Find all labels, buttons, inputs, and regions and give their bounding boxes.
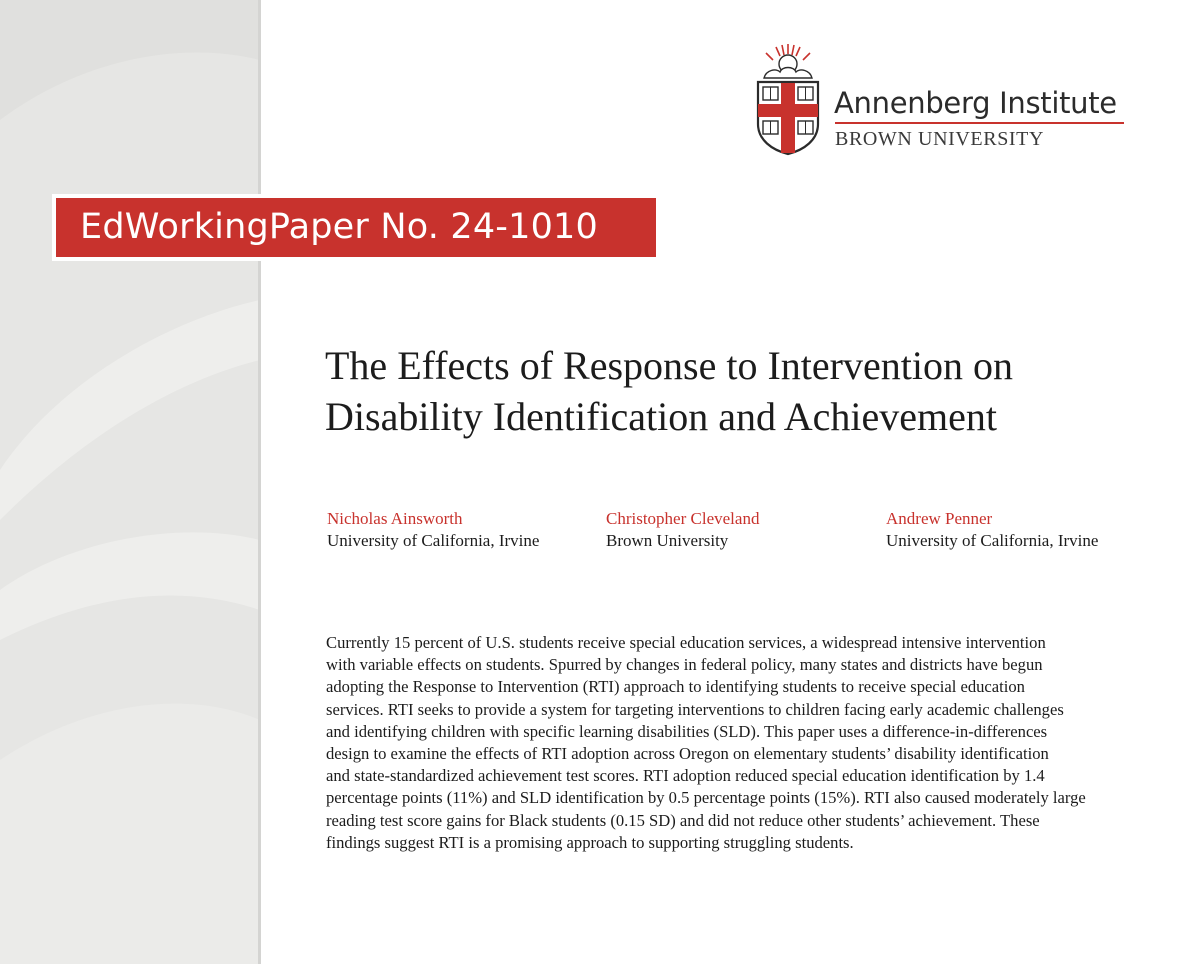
author-affiliation: University of California, Irvine	[327, 531, 540, 550]
abstract-line: findings suggest RTI is a promising approach to supporting struggling students.	[326, 832, 854, 852]
working-paper-banner	[52, 194, 660, 261]
university-name: BROWN UNIVERSITY	[835, 128, 1045, 150]
abstract-line: adopting the Response to Intervention (RTI) approach to identifying students to receive special education	[326, 677, 1025, 697]
paper-title	[325, 340, 1145, 442]
working-paper-number: EdWorkingPaper No. 24-1010	[80, 207, 598, 247]
brown-shield-icon	[752, 42, 824, 156]
working-paper-banner-fill	[56, 198, 656, 257]
title-line: The Effects of Response to Intervention on	[325, 343, 1013, 388]
abstract-line: percentage points (11%) and SLD identification by 0.5 percentage points (15%). RTI also caused moderately large	[326, 788, 1086, 808]
abstract-line: services. RTI seeks to provide a system for targeting interventions to children facing early academic challenges	[326, 699, 1064, 719]
author-block	[606, 508, 759, 552]
side-panel-edge	[258, 0, 261, 964]
abstract-line: and state-standardized achievement test scores. RTI adoption reduced special education identification by 1.4	[326, 766, 1045, 786]
abstract-line: with variable effects on students. Spurred by changes in federal policy, many states and districts have begun	[326, 655, 1043, 675]
decorative-side-panel	[0, 0, 260, 964]
institute-name: Annenberg Institute	[834, 86, 1117, 120]
abstract-line: Currently 15 percent of U.S. students receive special education services, a widespread intensive intervention	[326, 633, 1046, 652]
author-block	[327, 508, 539, 552]
abstract-line: design to examine the effects of RTI adoption across Oregon on elementary students’ disability identification	[326, 744, 1049, 764]
author-name: Andrew Penner	[886, 509, 993, 528]
abstract	[326, 632, 1126, 854]
author-name: Christopher Cleveland	[606, 509, 760, 528]
annenberg-logo	[752, 42, 1132, 156]
author-affiliation: University of California, Irvine	[886, 531, 1099, 550]
logo-divider	[835, 122, 1124, 124]
author-name: Nicholas Ainsworth	[327, 509, 463, 528]
abstract-line: reading test score gains for Black students (0.15 SD) and did not reduce other students’ achievement. These	[326, 810, 1040, 830]
title-line: Disability Identification and Achievement	[325, 394, 998, 439]
author-affiliation: Brown University	[606, 531, 729, 550]
decorative-swoosh-graphic	[0, 0, 260, 964]
author-block	[886, 508, 1098, 552]
abstract-line: and identifying children with specific learning disabilities (SLD). This paper uses a difference-in-differences	[326, 721, 1048, 741]
